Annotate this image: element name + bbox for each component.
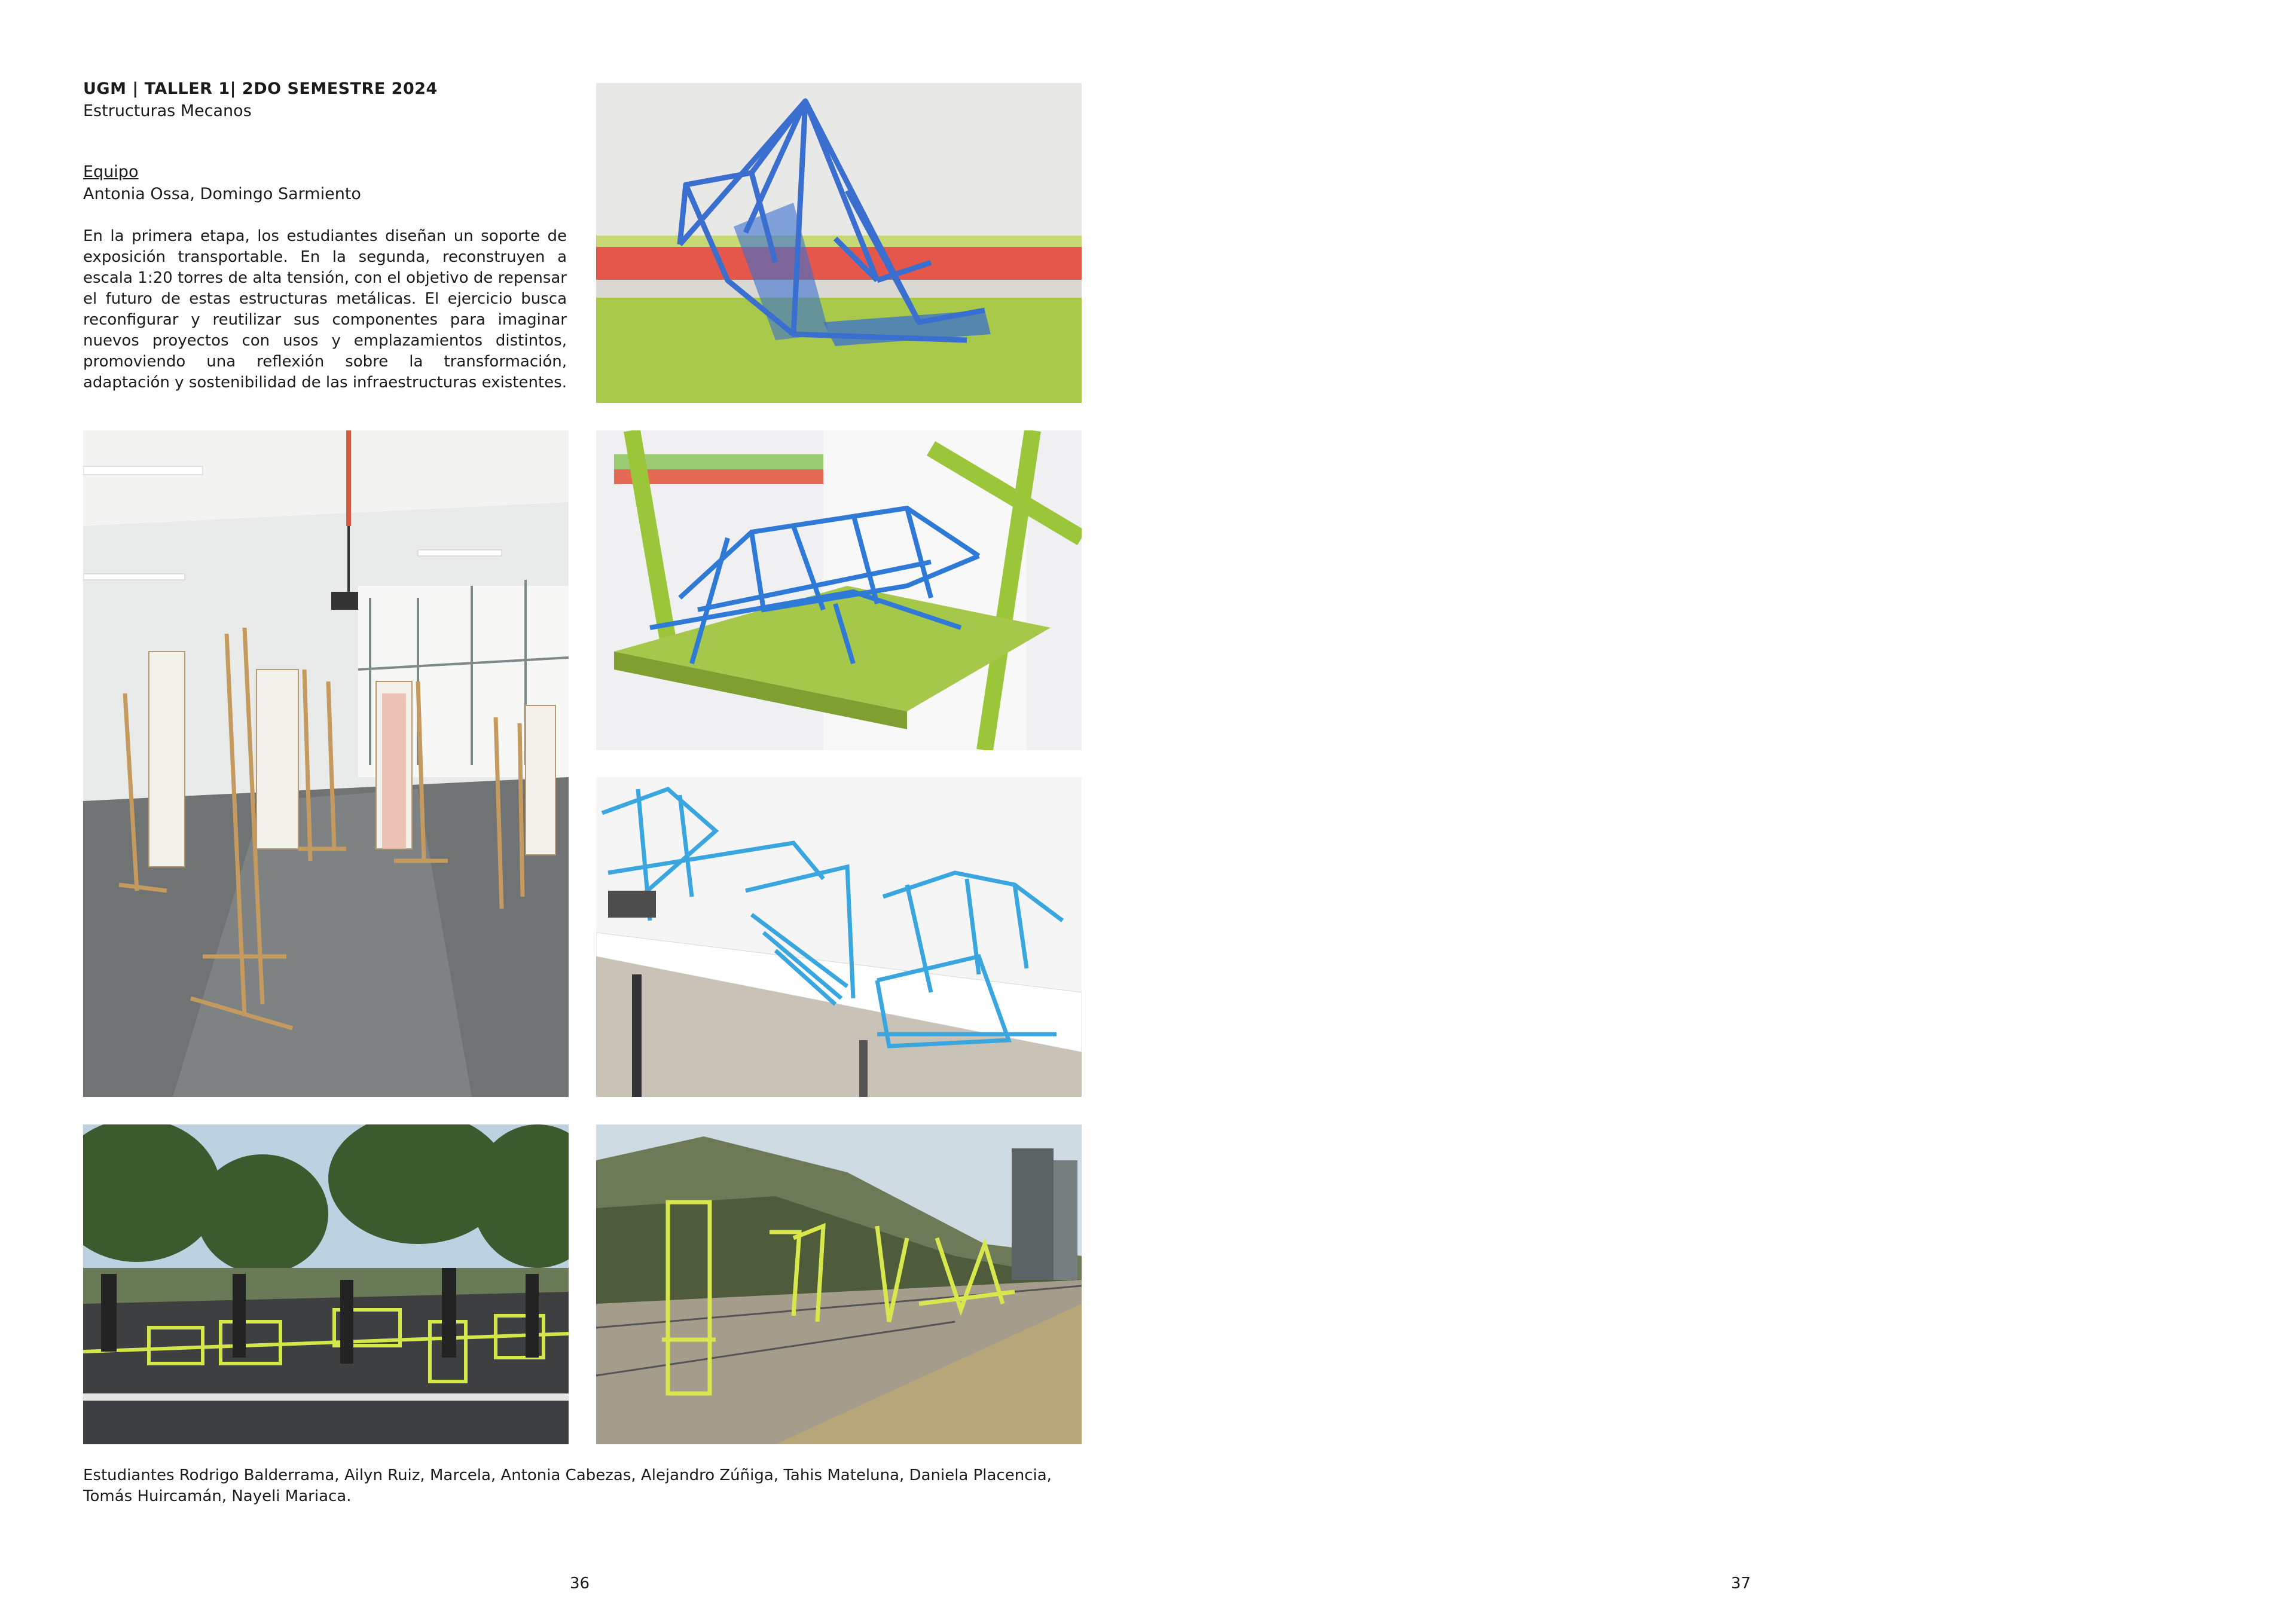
photo-hillside-installation: [596, 1124, 1082, 1444]
photo-street-procession: [83, 1124, 569, 1444]
team-label: Equipo: [83, 163, 139, 181]
students-credits: Estudiantes Rodrigo Balderrama, Ailyn Ruiz, Marcela, Antonia Cabezas, Alejandro Zúñiga, Tahis Mateluna, Daniela Placencia, Tomás Huircamán, Nayeli Mariaca.: [83, 1466, 1052, 1505]
page-title: UGM | TALLER 1| 2DO SEMESTRE 2024: [83, 80, 438, 98]
page-number-right: 37: [1731, 1575, 1751, 1593]
project-description: En la primera etapa, los estudiantes diseñan un soporte de exposición transportable. En la segunda, reconstruyen a escala 1:20 torres de alta tensión, con el objetivo de repensar el futuro de estas estructuras metálicas. El ejercicio busca reconfigurar y reutilizar sus componentes para imaginar nuevos proyectos con usos y emplazamientos distintos, promoviendo una reflexión sobre la transformación, adaptación y sostenibilidad de las infraestructuras existentes.: [83, 227, 567, 392]
photo-exhibition-hall: [83, 430, 569, 1097]
team-names: Antonia Ossa, Domingo Sarmiento: [83, 185, 361, 203]
photo-light-blue-models: [596, 777, 1082, 1097]
page-number-left: 36: [570, 1575, 590, 1593]
photo-blue-model-on-table: [596, 430, 1082, 750]
page-subtitle: Estructuras Mecanos: [83, 102, 252, 120]
photo-blue-truss-model: [596, 83, 1082, 403]
